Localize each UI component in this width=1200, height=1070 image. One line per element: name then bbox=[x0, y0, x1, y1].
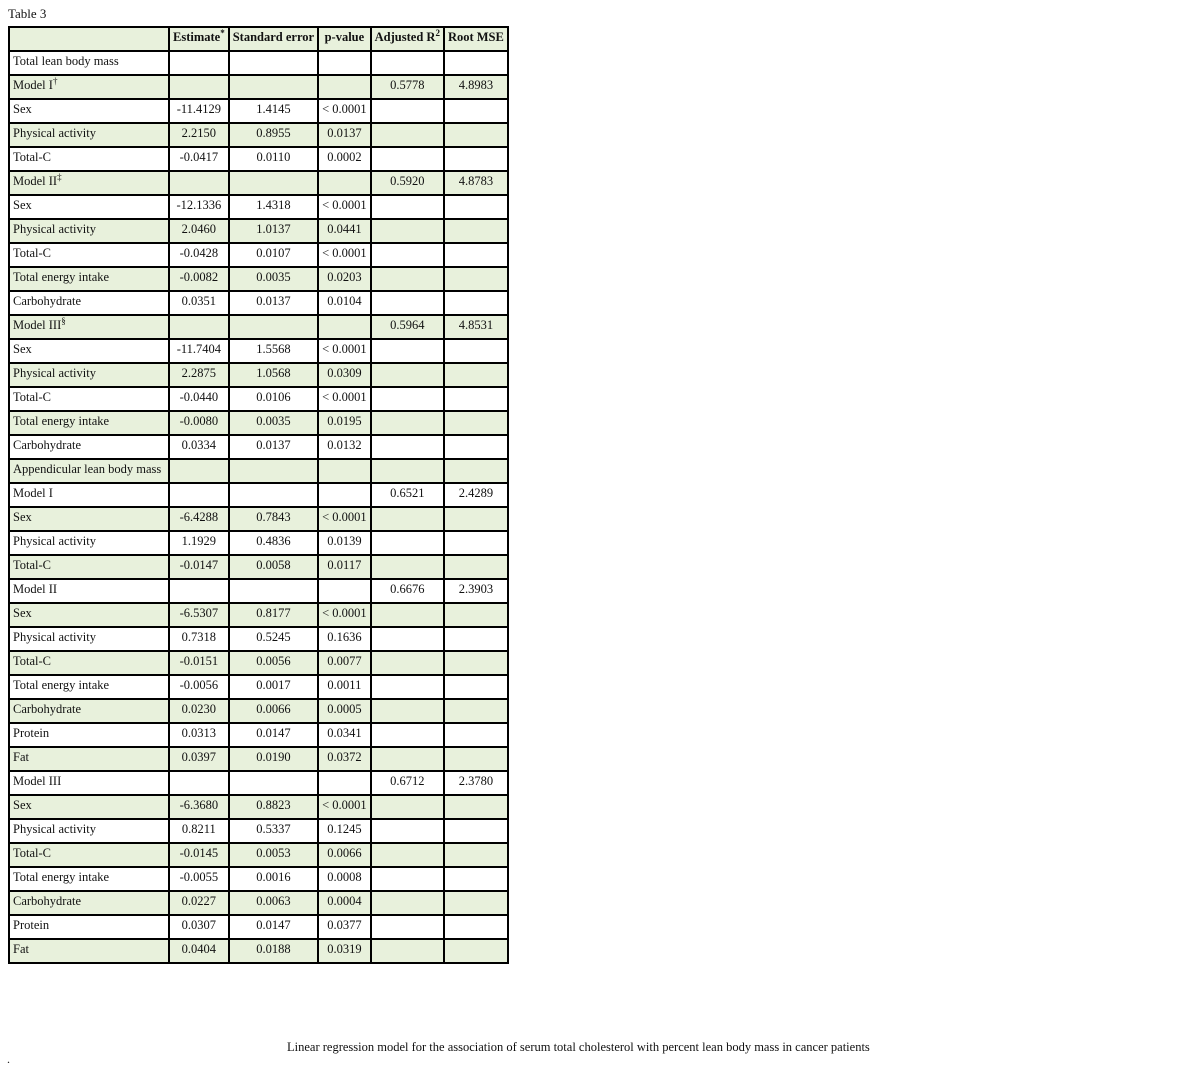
adjusted-r2-cell bbox=[371, 507, 444, 531]
adjusted-r2-cell bbox=[371, 699, 444, 723]
table-row bbox=[9, 339, 508, 363]
row-label: Physical activity bbox=[9, 363, 169, 387]
estimate-cell: -0.0428 bbox=[169, 243, 229, 267]
estimate-cell: -11.7404 bbox=[169, 339, 229, 363]
estimate-cell: 0.0397 bbox=[169, 747, 229, 771]
table-row bbox=[9, 387, 508, 411]
adjusted-r2-cell bbox=[371, 891, 444, 915]
estimate-cell: 0.0313 bbox=[169, 723, 229, 747]
standard-error-cell bbox=[229, 51, 318, 75]
root-mse-cell: 4.8783 bbox=[444, 171, 508, 195]
table-row bbox=[9, 747, 508, 771]
p-value-cell: 0.0002 bbox=[318, 147, 371, 171]
p-value-cell: 0.0104 bbox=[318, 291, 371, 315]
row-label: Total lean body mass bbox=[9, 51, 169, 75]
row-label: Sex bbox=[9, 603, 169, 627]
root-mse-cell bbox=[444, 747, 508, 771]
adjusted-r2-cell bbox=[371, 603, 444, 627]
adjusted-r2-cell bbox=[371, 51, 444, 75]
standard-error-cell: 0.0137 bbox=[229, 435, 318, 459]
row-label: Appendicular lean body mass bbox=[9, 459, 169, 483]
root-mse-cell bbox=[444, 603, 508, 627]
p-value-cell: 0.1245 bbox=[318, 819, 371, 843]
adjusted-r2-cell bbox=[371, 747, 444, 771]
adjusted-r2-cell bbox=[371, 387, 444, 411]
estimate-cell bbox=[169, 483, 229, 507]
row-label: Sex bbox=[9, 195, 169, 219]
standard-error-cell: 0.7843 bbox=[229, 507, 318, 531]
table-row bbox=[9, 435, 508, 459]
p-value-cell: 0.0441 bbox=[318, 219, 371, 243]
table-row bbox=[9, 483, 508, 507]
row-label: Sex bbox=[9, 99, 169, 123]
adjusted-r2-cell bbox=[371, 267, 444, 291]
estimate-cell: 0.0227 bbox=[169, 891, 229, 915]
root-mse-cell bbox=[444, 411, 508, 435]
p-value-cell: 0.1636 bbox=[318, 627, 371, 651]
p-value-cell bbox=[318, 51, 371, 75]
p-value-cell: 0.0066 bbox=[318, 843, 371, 867]
adjusted-r2-cell bbox=[371, 195, 444, 219]
root-mse-cell bbox=[444, 795, 508, 819]
row-label: Sex bbox=[9, 507, 169, 531]
root-mse-cell bbox=[444, 867, 508, 891]
table-row bbox=[9, 291, 508, 315]
standard-error-cell bbox=[229, 483, 318, 507]
p-value-cell: 0.0195 bbox=[318, 411, 371, 435]
table-row bbox=[9, 555, 508, 579]
standard-error-cell: 0.0106 bbox=[229, 387, 318, 411]
root-mse-cell bbox=[444, 195, 508, 219]
header-corner bbox=[9, 27, 169, 51]
row-label: Sex bbox=[9, 795, 169, 819]
table-row bbox=[9, 411, 508, 435]
standard-error-cell bbox=[229, 315, 318, 339]
estimate-cell: -0.0082 bbox=[169, 267, 229, 291]
adjusted-r2-cell: 0.6712 bbox=[371, 771, 444, 795]
adjusted-r2-cell: 0.5920 bbox=[371, 171, 444, 195]
estimate-cell: 2.0460 bbox=[169, 219, 229, 243]
root-mse-cell bbox=[444, 675, 508, 699]
trailing-mark: . bbox=[7, 1052, 10, 1066]
table-row bbox=[9, 675, 508, 699]
p-value-cell: < 0.0001 bbox=[318, 195, 371, 219]
root-mse-cell bbox=[444, 939, 508, 963]
root-mse-cell: 4.8531 bbox=[444, 315, 508, 339]
table-row bbox=[9, 771, 508, 795]
table-row bbox=[9, 51, 508, 75]
table-row bbox=[9, 507, 508, 531]
header-p-value: p-value bbox=[318, 27, 371, 51]
standard-error-cell: 0.0035 bbox=[229, 411, 318, 435]
adjusted-r2-cell bbox=[371, 243, 444, 267]
adjusted-r2-cell bbox=[371, 219, 444, 243]
estimate-cell: 0.0334 bbox=[169, 435, 229, 459]
adjusted-r2-cell bbox=[371, 339, 444, 363]
header-standard-error: Standard error bbox=[229, 27, 318, 51]
estimate-cell: -0.0145 bbox=[169, 843, 229, 867]
row-label: Total energy intake bbox=[9, 867, 169, 891]
row-label: Model II bbox=[9, 579, 169, 603]
p-value-cell: 0.0077 bbox=[318, 651, 371, 675]
estimate-cell bbox=[169, 771, 229, 795]
standard-error-cell: 0.0058 bbox=[229, 555, 318, 579]
row-label: Total-C bbox=[9, 243, 169, 267]
p-value-cell: 0.0132 bbox=[318, 435, 371, 459]
adjusted-r2-cell: 0.6521 bbox=[371, 483, 444, 507]
estimate-cell: 2.2150 bbox=[169, 123, 229, 147]
table-row bbox=[9, 843, 508, 867]
table-row bbox=[9, 75, 508, 99]
root-mse-cell bbox=[444, 267, 508, 291]
row-label: Model III bbox=[9, 771, 169, 795]
estimate-cell: -0.0147 bbox=[169, 555, 229, 579]
estimate-cell: 0.0351 bbox=[169, 291, 229, 315]
estimate-cell: 0.0404 bbox=[169, 939, 229, 963]
adjusted-r2-cell bbox=[371, 867, 444, 891]
table-row bbox=[9, 195, 508, 219]
standard-error-cell bbox=[229, 579, 318, 603]
row-label: Total-C bbox=[9, 147, 169, 171]
root-mse-cell bbox=[444, 339, 508, 363]
estimate-cell bbox=[169, 579, 229, 603]
root-mse-cell bbox=[444, 99, 508, 123]
table-row bbox=[9, 123, 508, 147]
row-label: Physical activity bbox=[9, 531, 169, 555]
adjusted-r2-cell bbox=[371, 99, 444, 123]
row-label: Sex bbox=[9, 339, 169, 363]
standard-error-cell bbox=[229, 459, 318, 483]
estimate-cell: -0.0440 bbox=[169, 387, 229, 411]
standard-error-cell: 0.0035 bbox=[229, 267, 318, 291]
adjusted-r2-cell bbox=[371, 915, 444, 939]
root-mse-cell bbox=[444, 627, 508, 651]
root-mse-cell bbox=[444, 51, 508, 75]
root-mse-cell bbox=[444, 723, 508, 747]
estimate-cell: -6.4288 bbox=[169, 507, 229, 531]
p-value-cell: 0.0341 bbox=[318, 723, 371, 747]
standard-error-cell: 0.0053 bbox=[229, 843, 318, 867]
p-value-cell: 0.0008 bbox=[318, 867, 371, 891]
table-row bbox=[9, 363, 508, 387]
standard-error-cell: 0.8177 bbox=[229, 603, 318, 627]
standard-error-cell: 0.0017 bbox=[229, 675, 318, 699]
estimate-cell: 1.1929 bbox=[169, 531, 229, 555]
estimate-cell bbox=[169, 171, 229, 195]
standard-error-cell: 0.0016 bbox=[229, 867, 318, 891]
p-value-cell bbox=[318, 771, 371, 795]
p-value-cell bbox=[318, 75, 371, 99]
standard-error-cell: 1.0568 bbox=[229, 363, 318, 387]
root-mse-cell: 4.8983 bbox=[444, 75, 508, 99]
p-value-cell: < 0.0001 bbox=[318, 795, 371, 819]
table-row bbox=[9, 147, 508, 171]
table-row bbox=[9, 867, 508, 891]
root-mse-cell bbox=[444, 435, 508, 459]
table-caption: Linear regression model for the association of serum total cholesterol with percent lean body mass in cancer patients bbox=[287, 1040, 870, 1054]
estimate-cell bbox=[169, 315, 229, 339]
results-table bbox=[8, 26, 509, 964]
standard-error-cell: 0.4836 bbox=[229, 531, 318, 555]
adjusted-r2-cell bbox=[371, 819, 444, 843]
adjusted-r2-cell bbox=[371, 555, 444, 579]
row-label: Model II‡ bbox=[9, 171, 169, 195]
adjusted-r2-cell bbox=[371, 123, 444, 147]
table-row bbox=[9, 315, 508, 339]
root-mse-cell: 2.3903 bbox=[444, 579, 508, 603]
standard-error-cell: 0.0107 bbox=[229, 243, 318, 267]
row-label: Total-C bbox=[9, 387, 169, 411]
root-mse-cell: 2.3780 bbox=[444, 771, 508, 795]
table-row bbox=[9, 723, 508, 747]
p-value-cell: < 0.0001 bbox=[318, 243, 371, 267]
adjusted-r2-cell bbox=[371, 795, 444, 819]
standard-error-cell: 0.5337 bbox=[229, 819, 318, 843]
p-value-cell: 0.0377 bbox=[318, 915, 371, 939]
table-row bbox=[9, 651, 508, 675]
root-mse-cell bbox=[444, 291, 508, 315]
adjusted-r2-cell bbox=[371, 843, 444, 867]
row-label: Physical activity bbox=[9, 819, 169, 843]
p-value-cell: 0.0203 bbox=[318, 267, 371, 291]
table-row bbox=[9, 819, 508, 843]
standard-error-cell: 0.0147 bbox=[229, 723, 318, 747]
root-mse-cell bbox=[444, 819, 508, 843]
row-label: Physical activity bbox=[9, 219, 169, 243]
standard-error-cell: 0.0188 bbox=[229, 939, 318, 963]
root-mse-cell bbox=[444, 843, 508, 867]
p-value-cell: < 0.0001 bbox=[318, 99, 371, 123]
row-label: Fat bbox=[9, 939, 169, 963]
p-value-cell: < 0.0001 bbox=[318, 603, 371, 627]
row-label: Carbohydrate bbox=[9, 291, 169, 315]
table-row bbox=[9, 939, 508, 963]
root-mse-cell bbox=[444, 363, 508, 387]
p-value-cell: 0.0319 bbox=[318, 939, 371, 963]
table-row bbox=[9, 267, 508, 291]
standard-error-cell: 0.0063 bbox=[229, 891, 318, 915]
table-body bbox=[9, 51, 508, 963]
p-value-cell: 0.0139 bbox=[318, 531, 371, 555]
estimate-cell: -6.3680 bbox=[169, 795, 229, 819]
p-value-cell: 0.0309 bbox=[318, 363, 371, 387]
table-row bbox=[9, 699, 508, 723]
table-row bbox=[9, 795, 508, 819]
root-mse-cell bbox=[444, 387, 508, 411]
estimate-cell: -11.4129 bbox=[169, 99, 229, 123]
estimate-cell bbox=[169, 75, 229, 99]
root-mse-cell bbox=[444, 507, 508, 531]
root-mse-cell bbox=[444, 915, 508, 939]
table-row bbox=[9, 531, 508, 555]
root-mse-cell bbox=[444, 699, 508, 723]
row-label: Total-C bbox=[9, 555, 169, 579]
table-row bbox=[9, 891, 508, 915]
footnote-mark: ‡ bbox=[57, 171, 62, 182]
table-row bbox=[9, 243, 508, 267]
table-row bbox=[9, 99, 508, 123]
table-row bbox=[9, 915, 508, 939]
row-label: Protein bbox=[9, 915, 169, 939]
estimate-cell: 2.2875 bbox=[169, 363, 229, 387]
estimate-cell: 0.0307 bbox=[169, 915, 229, 939]
table-row bbox=[9, 627, 508, 651]
row-label: Total energy intake bbox=[9, 267, 169, 291]
header-root-mse: Root MSE bbox=[444, 27, 508, 51]
adjusted-r2-cell bbox=[371, 627, 444, 651]
standard-error-cell: 0.0056 bbox=[229, 651, 318, 675]
p-value-cell: < 0.0001 bbox=[318, 339, 371, 363]
standard-error-cell: 0.0110 bbox=[229, 147, 318, 171]
adjusted-r2-cell bbox=[371, 939, 444, 963]
estimate-cell: -12.1336 bbox=[169, 195, 229, 219]
estimate-cell bbox=[169, 459, 229, 483]
adjusted-r2-cell bbox=[371, 147, 444, 171]
row-label: Model I† bbox=[9, 75, 169, 99]
table-row bbox=[9, 219, 508, 243]
root-mse-cell bbox=[444, 531, 508, 555]
adjusted-r2-cell bbox=[371, 435, 444, 459]
estimate-cell: 0.8211 bbox=[169, 819, 229, 843]
p-value-cell: < 0.0001 bbox=[318, 507, 371, 531]
row-label: Total-C bbox=[9, 651, 169, 675]
standard-error-cell: 0.0137 bbox=[229, 291, 318, 315]
adjusted-r2-cell bbox=[371, 651, 444, 675]
table-row bbox=[9, 579, 508, 603]
row-label: Total energy intake bbox=[9, 675, 169, 699]
p-value-cell: < 0.0001 bbox=[318, 387, 371, 411]
adjusted-r2-cell: 0.5964 bbox=[371, 315, 444, 339]
row-label: Total-C bbox=[9, 843, 169, 867]
standard-error-cell: 1.4145 bbox=[229, 99, 318, 123]
p-value-cell: 0.0004 bbox=[318, 891, 371, 915]
standard-error-cell: 0.8823 bbox=[229, 795, 318, 819]
header-row bbox=[9, 27, 508, 51]
p-value-cell bbox=[318, 459, 371, 483]
adjusted-r2-cell bbox=[371, 363, 444, 387]
p-value-cell: 0.0117 bbox=[318, 555, 371, 579]
root-mse-cell bbox=[444, 123, 508, 147]
adjusted-r2-cell bbox=[371, 531, 444, 555]
adjusted-r2-cell: 0.6676 bbox=[371, 579, 444, 603]
standard-error-cell bbox=[229, 171, 318, 195]
standard-error-cell: 0.0147 bbox=[229, 915, 318, 939]
table-row bbox=[9, 171, 508, 195]
root-mse-cell: 2.4289 bbox=[444, 483, 508, 507]
p-value-cell bbox=[318, 171, 371, 195]
p-value-cell: 0.0137 bbox=[318, 123, 371, 147]
table-label: Table 3 bbox=[8, 6, 47, 21]
standard-error-cell: 1.4318 bbox=[229, 195, 318, 219]
row-label: Model I bbox=[9, 483, 169, 507]
table-row bbox=[9, 603, 508, 627]
header-adjusted-r2: Adjusted $R^2$ bbox=[371, 27, 444, 51]
root-mse-cell bbox=[444, 219, 508, 243]
p-value-cell bbox=[318, 579, 371, 603]
standard-error-cell: 1.5568 bbox=[229, 339, 318, 363]
estimate-cell: -0.0055 bbox=[169, 867, 229, 891]
standard-error-cell: 0.5245 bbox=[229, 627, 318, 651]
root-mse-cell bbox=[444, 891, 508, 915]
p-value-cell bbox=[318, 315, 371, 339]
row-label: Total energy intake bbox=[9, 411, 169, 435]
estimate-cell bbox=[169, 51, 229, 75]
standard-error-cell: 0.8955 bbox=[229, 123, 318, 147]
estimate-cell: -0.0056 bbox=[169, 675, 229, 699]
standard-error-cell: 0.0190 bbox=[229, 747, 318, 771]
standard-error-cell bbox=[229, 75, 318, 99]
row-label: Carbohydrate bbox=[9, 891, 169, 915]
footnote-mark: † bbox=[52, 75, 58, 86]
estimate-cell: 0.7318 bbox=[169, 627, 229, 651]
footnote-mark: § bbox=[61, 315, 66, 326]
estimate-cell: -0.0417 bbox=[169, 147, 229, 171]
estimate-cell: -0.0151 bbox=[169, 651, 229, 675]
root-mse-cell bbox=[444, 243, 508, 267]
row-label: Carbohydrate bbox=[9, 435, 169, 459]
header-estimate: Estimate* bbox=[169, 27, 229, 51]
root-mse-cell bbox=[444, 147, 508, 171]
estimate-cell: 0.0230 bbox=[169, 699, 229, 723]
p-value-cell: 0.0011 bbox=[318, 675, 371, 699]
row-label: Fat bbox=[9, 747, 169, 771]
estimate-cell: -6.5307 bbox=[169, 603, 229, 627]
estimate-cell: -0.0080 bbox=[169, 411, 229, 435]
row-label: Physical activity bbox=[9, 627, 169, 651]
adjusted-r2-cell bbox=[371, 291, 444, 315]
adjusted-r2-cell bbox=[371, 459, 444, 483]
row-label: Carbohydrate bbox=[9, 699, 169, 723]
adjusted-r2-cell bbox=[371, 723, 444, 747]
adjusted-r2-cell bbox=[371, 675, 444, 699]
root-mse-cell bbox=[444, 651, 508, 675]
row-label: Physical activity bbox=[9, 123, 169, 147]
row-label: Protein bbox=[9, 723, 169, 747]
p-value-cell: 0.0372 bbox=[318, 747, 371, 771]
p-value-cell bbox=[318, 483, 371, 507]
adjusted-r2-cell: 0.5778 bbox=[371, 75, 444, 99]
table-row bbox=[9, 459, 508, 483]
adjusted-r2-cell bbox=[371, 411, 444, 435]
p-value-cell: 0.0005 bbox=[318, 699, 371, 723]
row-label: Model III§ bbox=[9, 315, 169, 339]
standard-error-cell: 0.0066 bbox=[229, 699, 318, 723]
standard-error-cell: 1.0137 bbox=[229, 219, 318, 243]
root-mse-cell bbox=[444, 459, 508, 483]
standard-error-cell bbox=[229, 771, 318, 795]
root-mse-cell bbox=[444, 555, 508, 579]
